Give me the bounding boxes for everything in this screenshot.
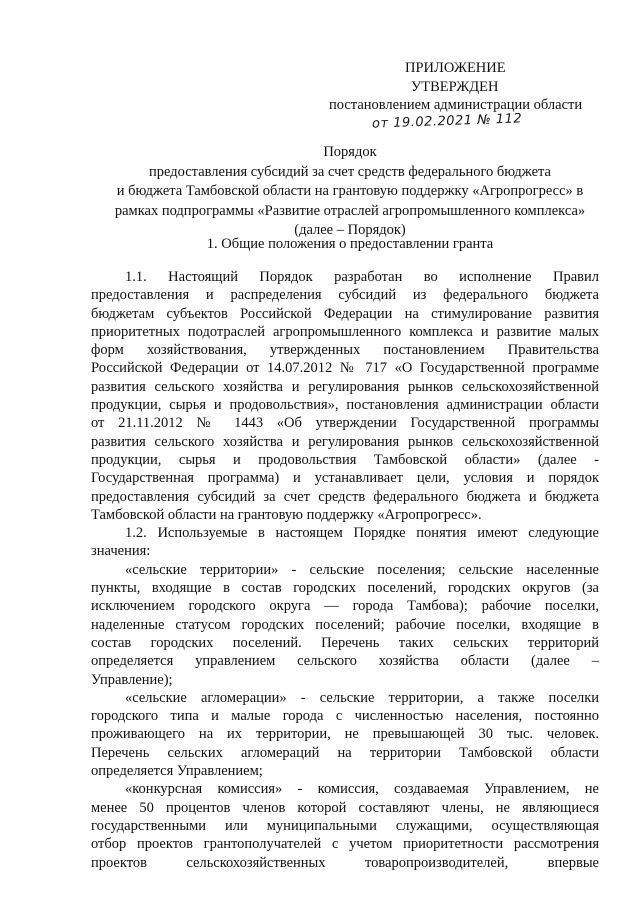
- body-line: пункты, входящие в состав городских поселений, городских округов (за: [91, 580, 599, 597]
- body-line: продукции, сырья и продовольствия», постановления администрации области: [91, 397, 599, 414]
- title-line: рамках подпрограммы «Развитие отраслей агропромышленного комплекса»: [114, 202, 586, 219]
- body-line: государственными или муниципальными служащими, осуществляющая: [91, 817, 599, 834]
- title-line: Порядок: [323, 144, 377, 160]
- body-line: Управление);: [91, 671, 173, 688]
- body-line: исключением городского округа — города Тамбова); рабочие поселки,: [91, 598, 599, 615]
- body-line: Перечень сельских агломераций на территории Тамбовской области: [91, 744, 599, 761]
- body-line: предоставления субсидий за счет средств федерального бюджета и бюджета: [91, 488, 599, 505]
- body-line: «сельские агломерации» - сельские территории, а также поселки: [125, 689, 599, 706]
- body-line: «конкурсная комиссия» - комиссия, создаваемая Управлением, не: [125, 781, 599, 798]
- body-line: городского типа и малые города с численностью населения, постоянно: [91, 708, 599, 725]
- body-line: определяется управлением сельского хозяйства области (далее –: [91, 653, 599, 670]
- body-line: предоставления и распределения субсидий из федерального бюджета: [91, 287, 599, 304]
- body-line: Государственная программа) и устанавливает цели, условия и порядок: [91, 470, 599, 487]
- title-line: (далее – Порядок): [294, 222, 406, 238]
- body-line: Тамбовской области на грантовую поддержку «Агропрогресс».: [91, 506, 482, 523]
- body-line: проживающего на их территории, не превышающей 30 тыс. человек.: [91, 726, 599, 743]
- title-line: предоставления субсидий за счет средств федерального бюджета: [149, 163, 551, 180]
- body-line: бюджетам субъектов Российской Федерации на стимулирование развития: [91, 305, 599, 322]
- body-line: состав городских поселений. Перечень таких сельских территорий: [91, 634, 599, 651]
- body-line: приоритетных подотраслей агропромышленного комплекса и развитие малых: [91, 323, 599, 340]
- body-line: отбор проектов грантополучателей с учетом приоритетности рассмотрения: [91, 836, 599, 853]
- body-line: от 21.11.2012 № 1443 «Об утверждении Государственной программы: [91, 415, 599, 432]
- approved-label: УТВЕРЖДЕН: [411, 79, 499, 95]
- title-line: и бюджета Тамбовской области на грантовую поддержку «Агропрогресс» в: [116, 183, 584, 199]
- body-line: 1.2. Используемые в настоящем Порядке понятия имеют следующие: [125, 525, 599, 542]
- body-line: продукции, сырья и продовольствия Тамбовской области» (далее -: [91, 451, 599, 468]
- body-line: менее 50 процентов членов которой составляют члены, не являющиеся: [91, 799, 599, 816]
- body-line: наделенные статусом городских поселений; рабочие поселки, входящие в: [91, 616, 599, 633]
- body-line: значения:: [91, 543, 151, 560]
- body-line: форм хозяйствования, утвержденных постановлением Правительства: [91, 342, 599, 359]
- resolution-label: постановлением администрации области: [329, 97, 583, 113]
- appendix-label: ПРИЛОЖЕНИЕ: [405, 60, 506, 76]
- body-line: определяется Управлением;: [91, 763, 263, 780]
- body-line: развития сельского хозяйства и регулирования рынков сельскохозяйственной: [91, 433, 599, 450]
- body-line: проектов сельскохозяйственных товаропроизводителей, впервые: [91, 854, 599, 871]
- section-heading: 1. Общие положения о предоставлении гранта: [206, 236, 494, 252]
- body-line: «сельские территории» - сельские поселения; сельские населенные: [125, 561, 599, 578]
- handwritten-date: от 19.02.2021 № 112: [371, 111, 523, 132]
- body-line: развития сельского хозяйства и регулирования рынков сельскохозяйственной: [91, 378, 599, 395]
- body-line: 1.1. Настоящий Порядок разработан во исполнение Правил: [125, 269, 599, 285]
- section-body: [91, 268, 599, 872]
- document-title: [90, 143, 610, 241]
- body-line: Российской Федерации от 14.07.2012 № 717 «О Государственной программе: [91, 360, 599, 377]
